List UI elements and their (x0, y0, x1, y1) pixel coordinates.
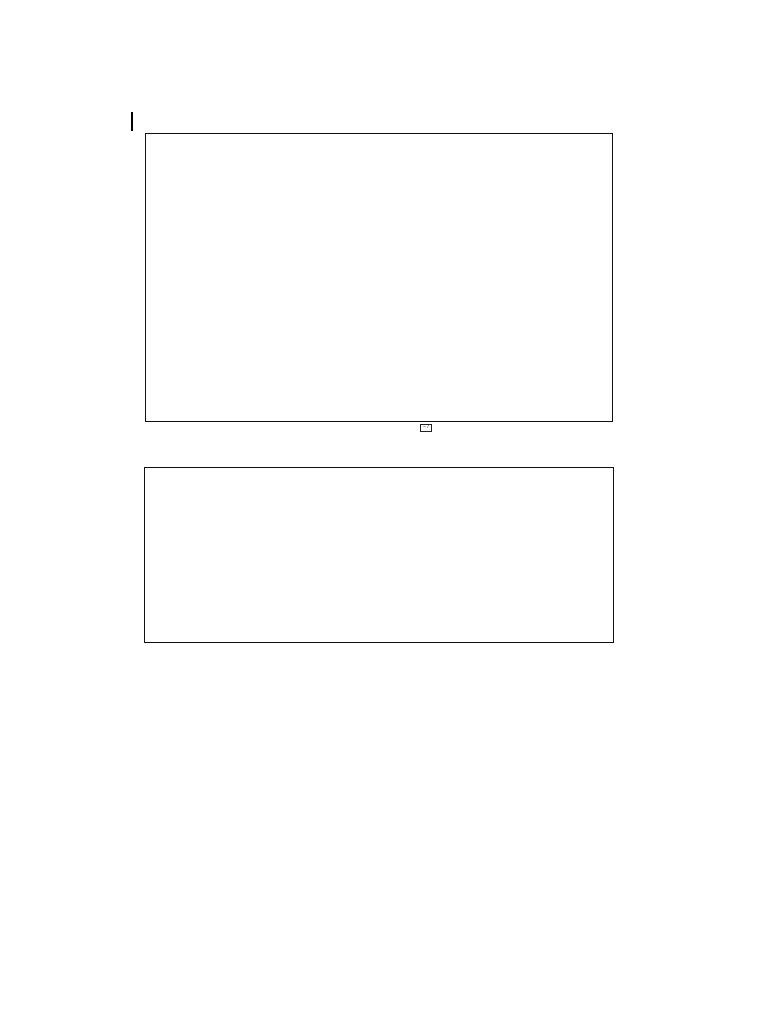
proof-load-table (145, 133, 613, 422)
formula-bracket: − / (420, 424, 432, 432)
margin-mark (131, 112, 133, 131)
torque-table (144, 467, 614, 643)
stress-area-formula (420, 424, 620, 437)
